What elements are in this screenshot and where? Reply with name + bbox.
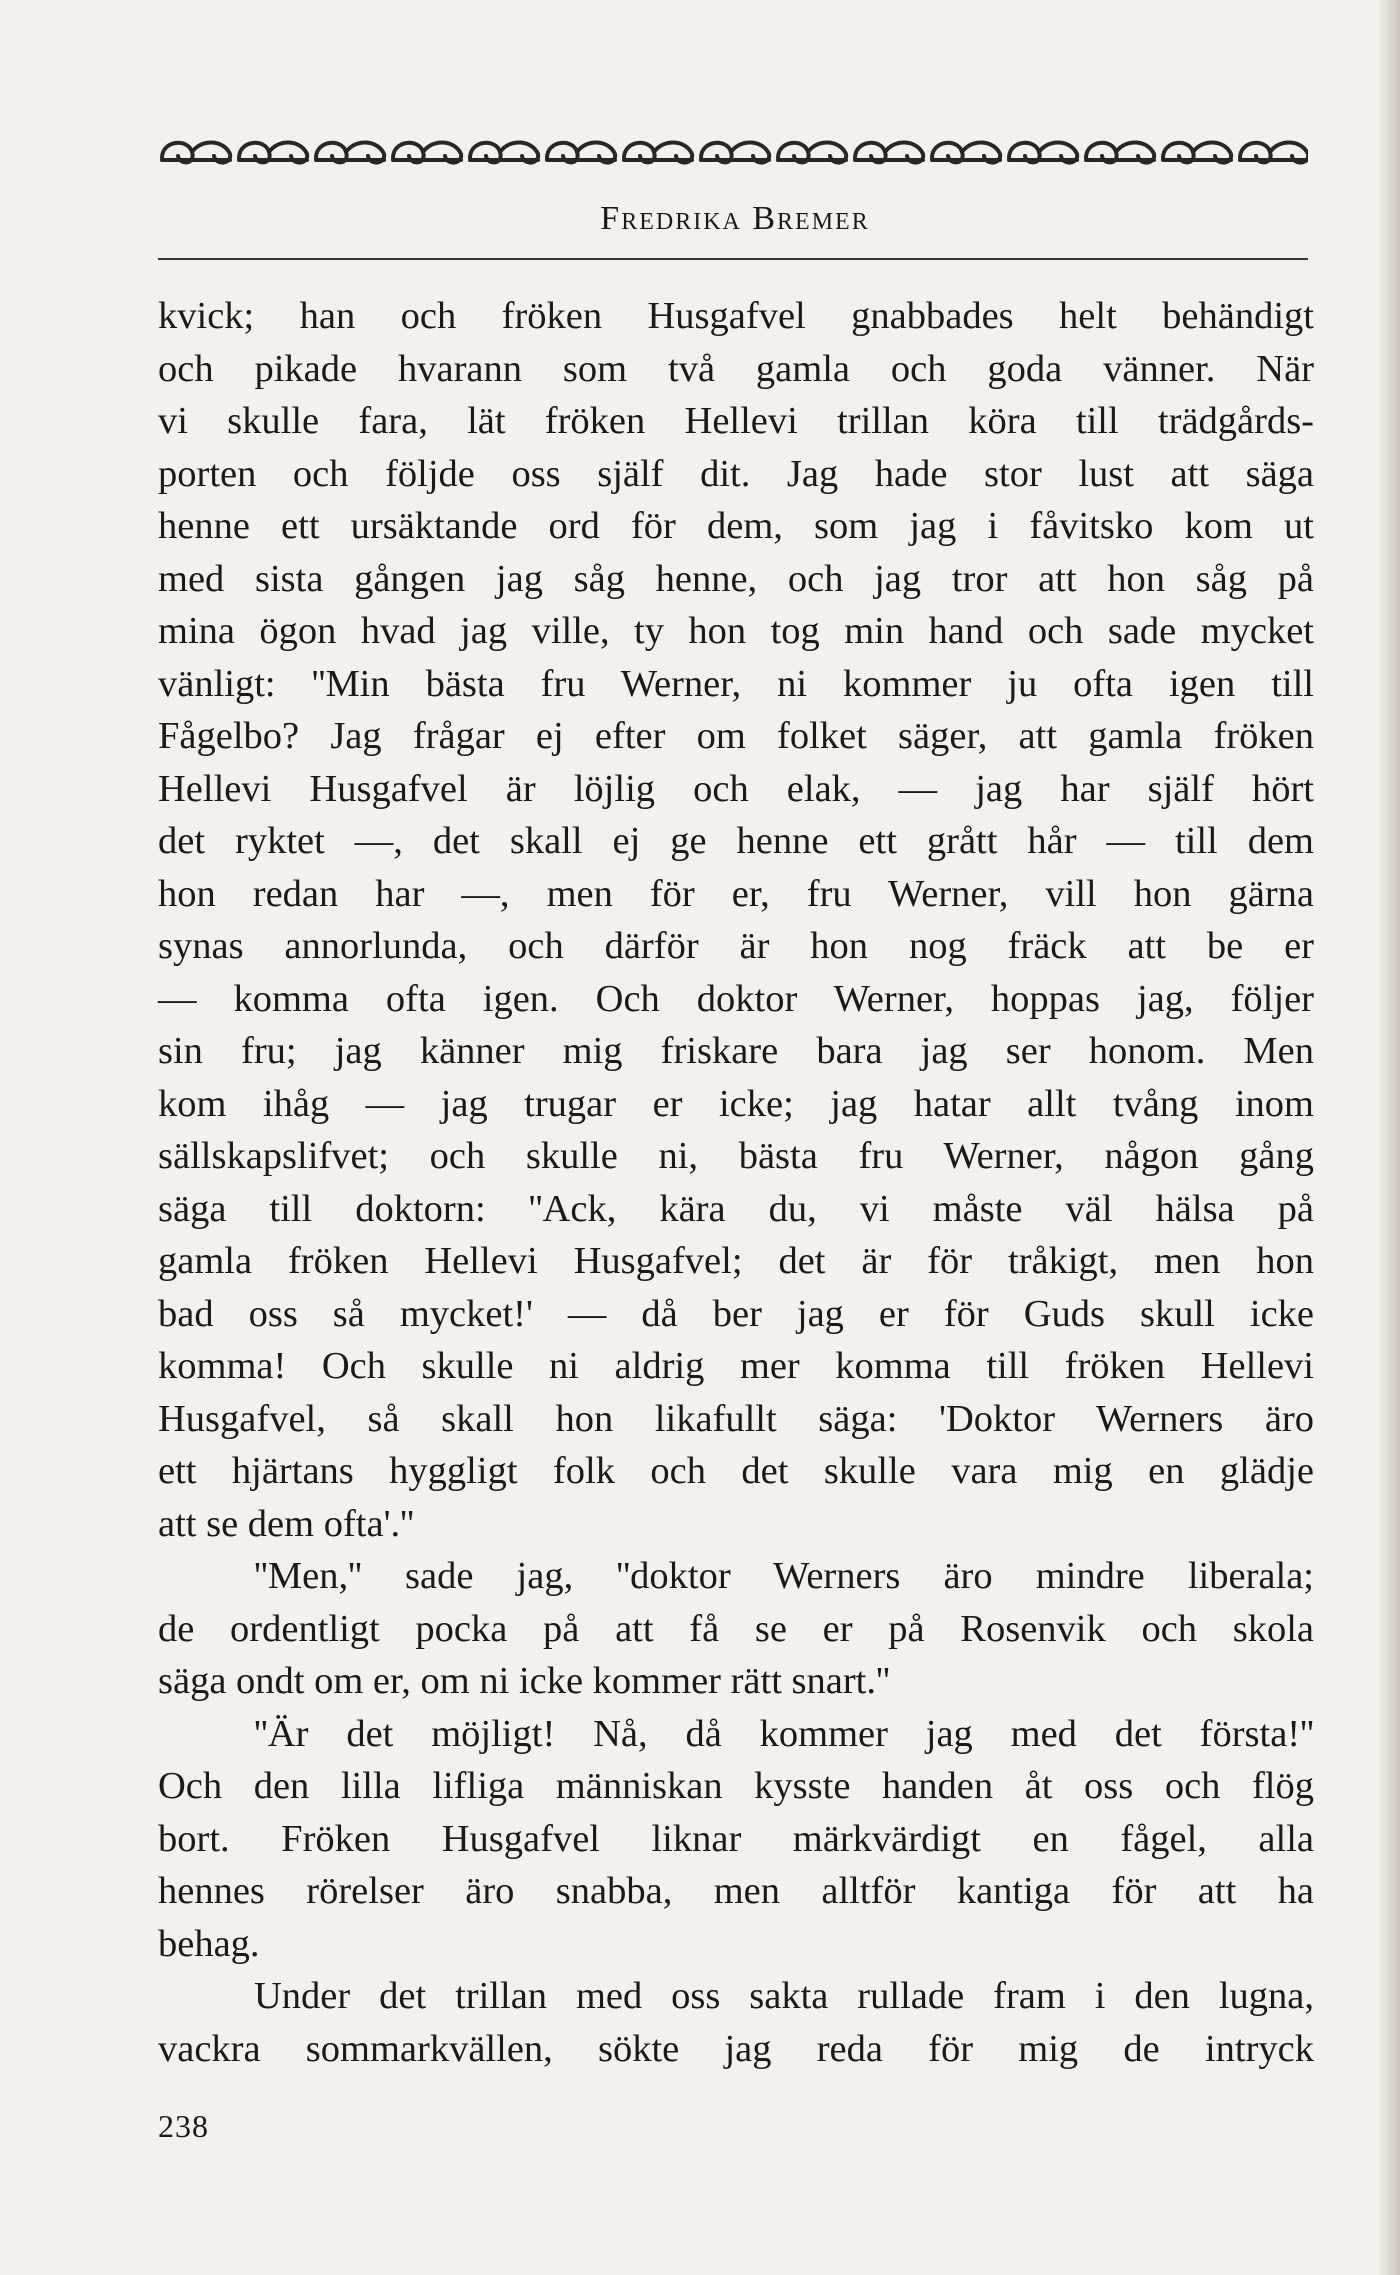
text-line: vi skulle fara, lät fröken Hellevi trillan köra till trädgårds- <box>158 400 1314 442</box>
ornament-motif <box>855 142 923 162</box>
text-line: gamla fröken Hellevi Husgafvel; det är för tråkigt, men hon <box>158 1240 1314 1282</box>
ornament-motif <box>932 142 1000 162</box>
text-line: porten och följde oss själf dit. Jag hade stor lust att säga <box>158 452 1314 495</box>
text-line: synas annorlunda, och därför är hon nog fräck att be er <box>158 925 1314 967</box>
ornament-motif <box>547 142 615 162</box>
text-line: ''Men,'' sade jag, ''doktor Werners äro mindre liberala; <box>254 1555 1314 1597</box>
text-line: de ordentligt pocka på att få se er på Rosenvik och skola <box>158 1607 1314 1650</box>
text-line: hennes rörelser äro snabba, men alltför kantiga för att ha <box>158 1870 1314 1912</box>
ornament-motif <box>239 142 307 162</box>
ornament-motif <box>1086 142 1154 162</box>
text-line: henne ett ursäktande ord för dem, som jag i fåvitsko kom ut <box>158 505 1314 547</box>
ornament-motif <box>1163 142 1231 162</box>
header-rule <box>158 258 1308 260</box>
text-line: sin fru; jag känner mig friskare bara jag ser honom. Men <box>158 1030 1314 1072</box>
ornament-motif <box>701 142 769 162</box>
text-line: Och den lilla lifliga människan kysste handen åt oss och flög <box>158 1765 1314 1807</box>
text-line: — komma ofta igen. Och doktor Werner, hoppas jag, följer <box>158 977 1314 1020</box>
ornament-motif <box>162 142 230 162</box>
text-line: säga till doktorn: ''Ack, kära du, vi måste väl hälsa på <box>158 1187 1314 1230</box>
text-line: ett hjärtans hyggligt folk och det skulle vara mig en glädje <box>158 1450 1314 1492</box>
text-line: bort. Fröken Husgafvel liknar märkvärdigt en fågel, alla <box>158 1817 1314 1860</box>
ornament-motif <box>1240 142 1308 162</box>
ornament-motif <box>1009 142 1077 162</box>
text-line: hon redan har —, men för er, fru Werner, vill hon gärna <box>158 872 1314 915</box>
text-line: Under det trillan med oss sakta rullade fram i den lugna, <box>254 1975 1314 2017</box>
text-line: och pikade hvarann som två gamla och goda vänner. När <box>158 347 1314 390</box>
text-line: att se dem ofta'.'' <box>158 1502 415 1545</box>
ornament-motif <box>624 142 692 162</box>
text-line: vänligt: ''Min bästa fru Werner, ni kommer ju ofta igen till <box>158 662 1314 705</box>
text-line: komma! Och skulle ni aldrig mer komma till fröken Hellevi <box>158 1345 1314 1387</box>
text-line: Hellevi Husgafvel är löjlig och elak, — jag har själf hört <box>158 767 1314 810</box>
body-text <box>158 290 1314 2075</box>
page-number: 238 <box>158 2108 209 2144</box>
text-line: ''Är det möjligt! Nå, då kommer jag med det första!'' <box>254 1712 1314 1755</box>
ornament-motif <box>316 142 384 162</box>
text-line: vackra sommarkvällen, sökte jag reda för mig de intryck <box>158 2027 1314 2070</box>
ornament-motif <box>778 142 846 162</box>
ornament-motif <box>393 142 461 162</box>
text-line: kvick; han och fröken Husgafvel gnabbades helt behändigt <box>158 295 1314 337</box>
text-line: sällskapslifvet; och skulle ni, bästa fru Werner, någon gång <box>158 1135 1314 1177</box>
text-line: Fågelbo? Jag frågar ej efter om folket säger, att gamla fröken <box>158 715 1314 757</box>
text-line: säga ondt om er, om ni icke kommer rätt snart.'' <box>158 1660 890 1702</box>
text-line: bad oss så mycket!' — då ber jag er för Guds skull icke <box>158 1292 1314 1335</box>
text-line: Husgafvel, så skall hon likafullt säga: 'Doktor Werners äro <box>158 1397 1314 1440</box>
text-line: det ryktet —, det skall ej ge henne ett grått hår — till dem <box>158 820 1314 862</box>
page-edge-shadow <box>1376 0 1400 2275</box>
text-line: kom ihåg — jag trugar er icke; jag hatar allt tvång inom <box>158 1082 1314 1125</box>
running-header-author: Fredrika Bremer <box>600 200 870 237</box>
text-line: med sista gången jag såg henne, och jag tror att hon såg på <box>158 557 1314 600</box>
text-line: mina ögon hvad jag ville, ty hon tog min hand och sade mycket <box>158 610 1314 652</box>
ornament-motif <box>470 142 538 162</box>
text-line: behag. <box>158 1922 260 1965</box>
decorative-border-ornament <box>158 132 1308 172</box>
